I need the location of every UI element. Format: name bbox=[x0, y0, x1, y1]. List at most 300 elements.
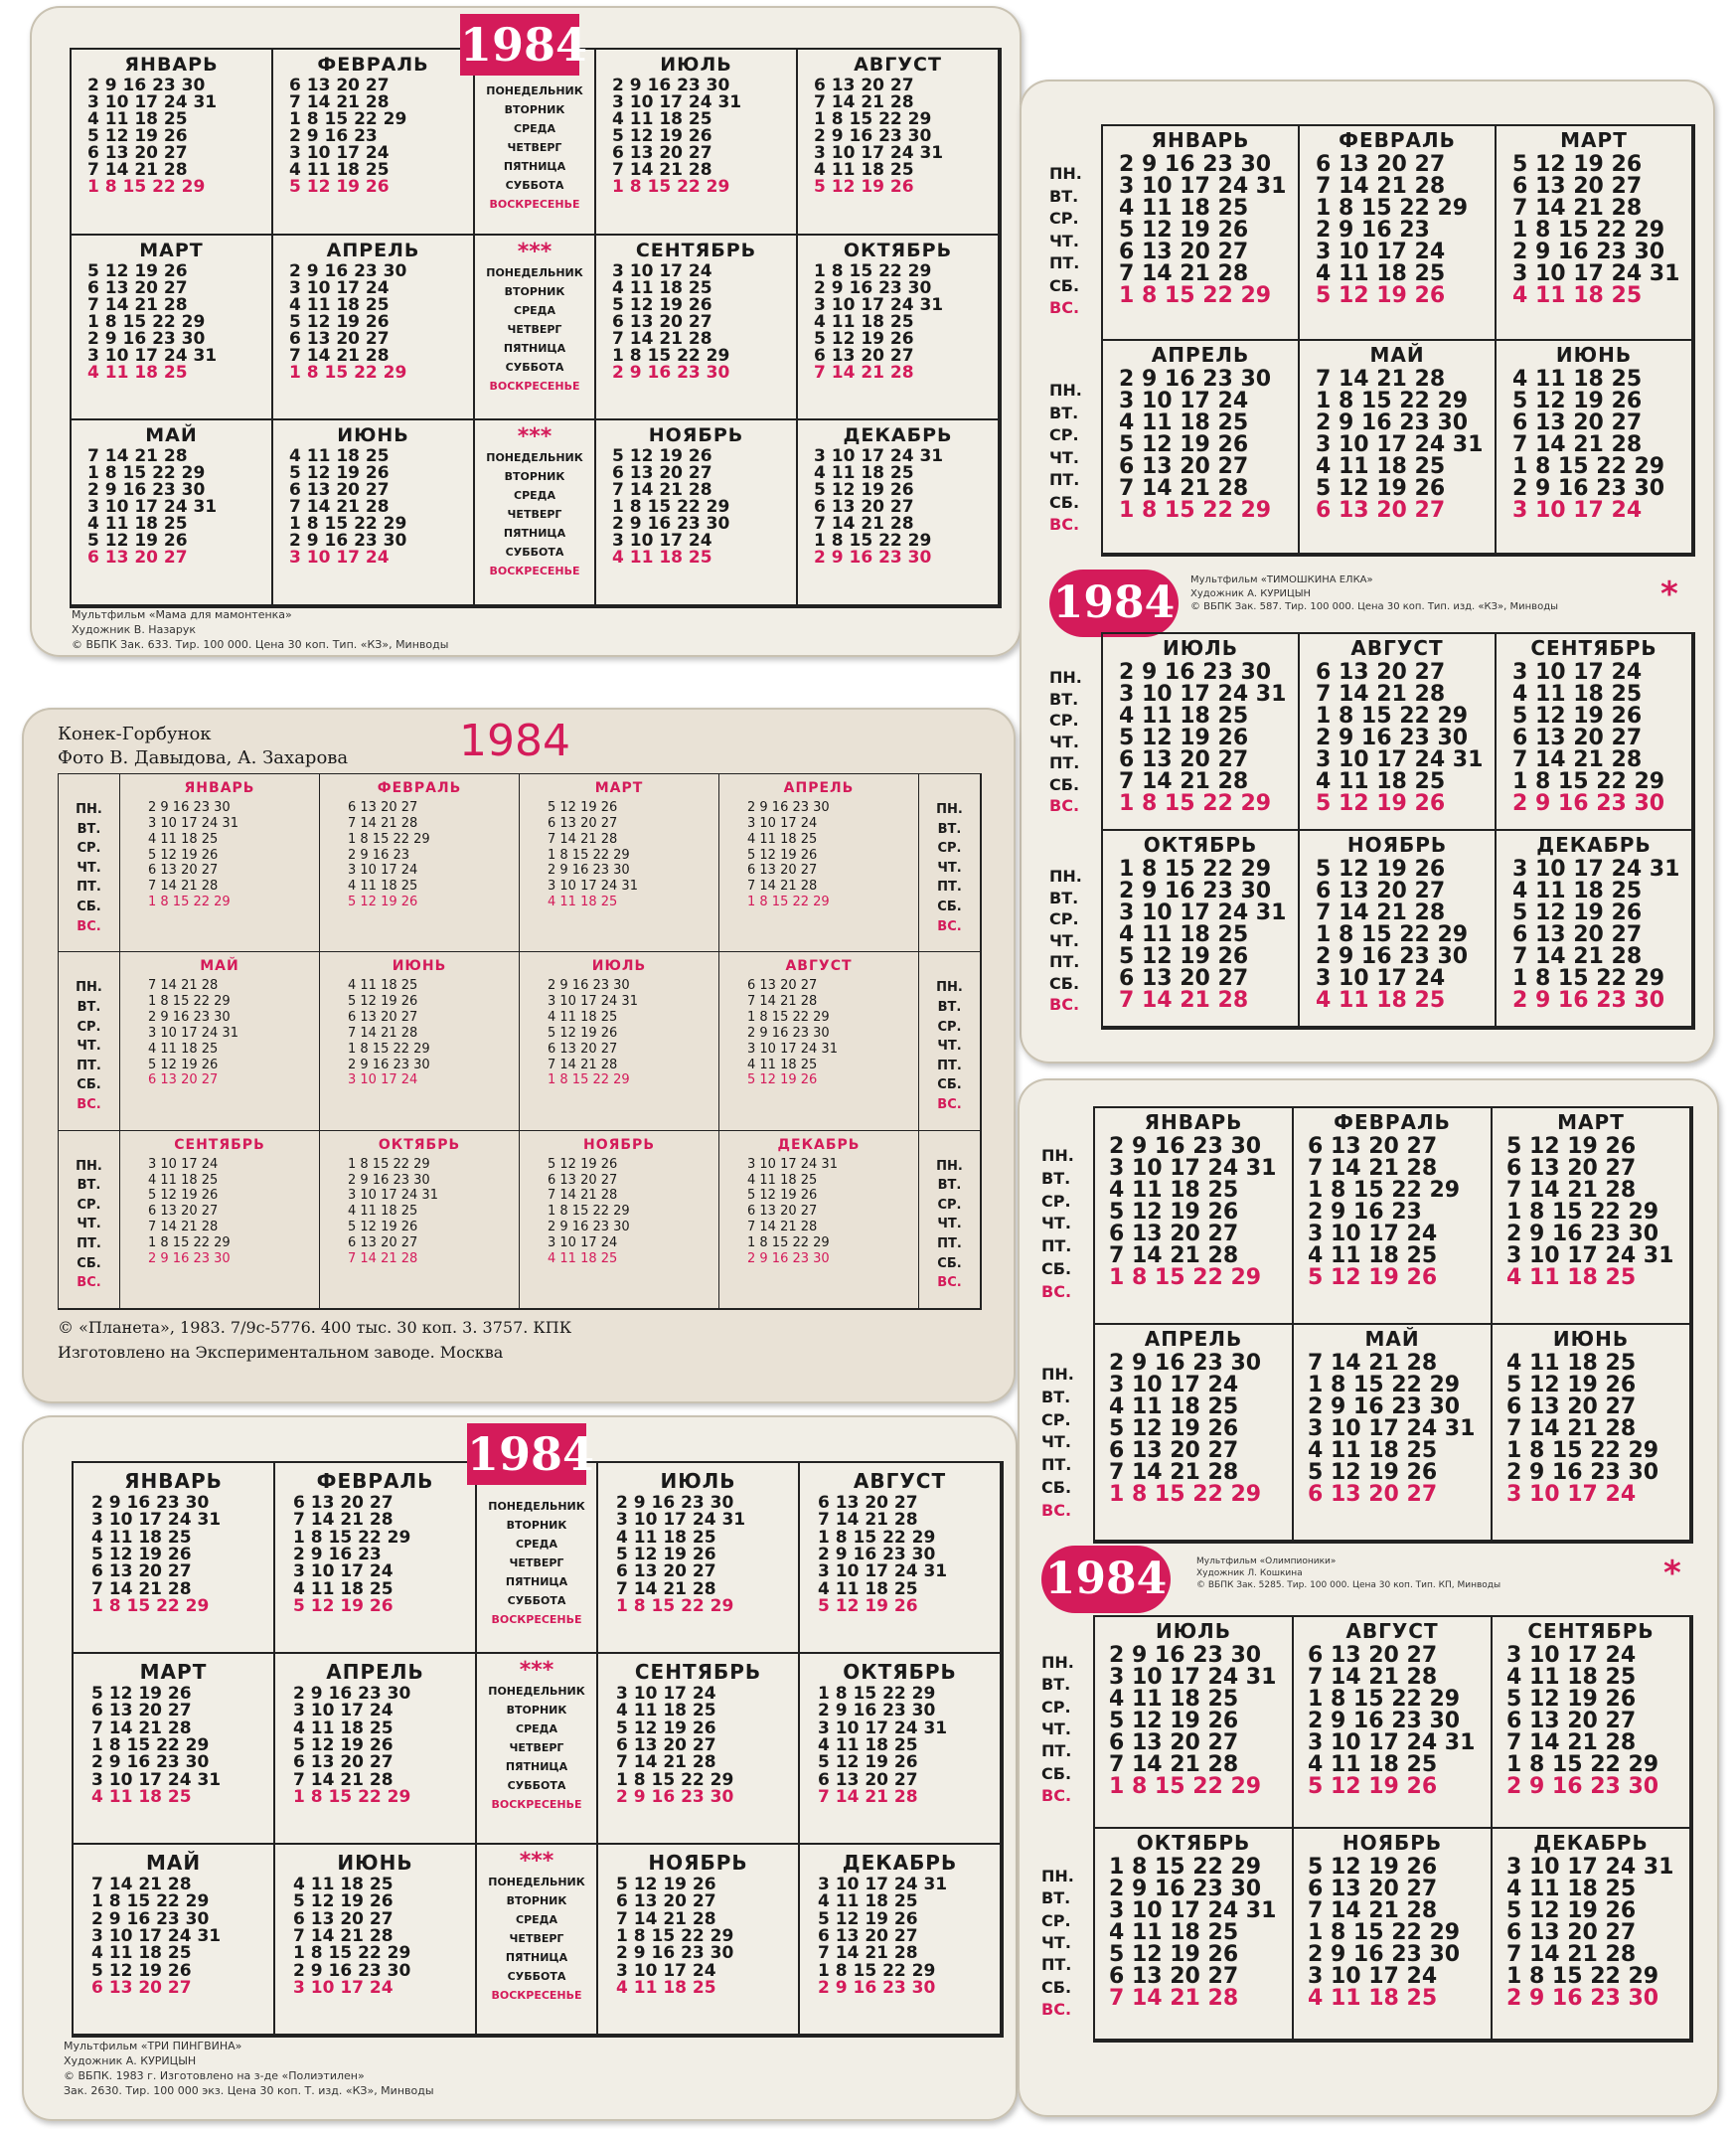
day-row: 4 11 18 25 bbox=[91, 1786, 192, 1807]
month-cell bbox=[120, 774, 320, 952]
day-row: 4 11 18 25 bbox=[1109, 1178, 1239, 1203]
day-row: 1 8 15 22 29 bbox=[1308, 1687, 1461, 1712]
weekday-label: ПТ. bbox=[77, 880, 101, 896]
month-name: НОЯБРЬ bbox=[582, 1136, 655, 1153]
weekday-label: ЧТ. bbox=[1041, 1214, 1071, 1233]
day-row: 1 8 15 22 29 bbox=[1109, 1855, 1262, 1880]
day-row: 7 14 21 28 bbox=[91, 1578, 192, 1599]
day-row: 2 9 16 23 30 bbox=[1109, 1877, 1262, 1901]
day-row: 1 8 15 22 29 bbox=[148, 1234, 231, 1250]
day-row: 4 11 18 25 bbox=[818, 1578, 918, 1599]
day-row: 3 10 17 24 31 bbox=[1308, 1730, 1476, 1755]
day-row: 1 8 15 22 29 bbox=[1506, 1200, 1659, 1225]
day-row: 3 10 17 24 bbox=[348, 863, 418, 879]
month-name: ФЕВРАЛЬ bbox=[316, 1469, 434, 1493]
day-row: 4 11 18 25 bbox=[87, 514, 188, 535]
month-cell bbox=[800, 1845, 1002, 2036]
weekday-label: ВТ. bbox=[77, 821, 101, 837]
month-cell bbox=[1300, 831, 1497, 1028]
day-row: 6 13 20 27 bbox=[1119, 453, 1249, 479]
day-row: 7 14 21 28 bbox=[1308, 1898, 1438, 1923]
day-row: 1 8 15 22 29 bbox=[818, 1527, 936, 1548]
month-name: МАЙ bbox=[1364, 1327, 1420, 1351]
day-row: 5 12 19 26 bbox=[1308, 1265, 1438, 1290]
day-row: 7 14 21 28 bbox=[1308, 1665, 1438, 1690]
day-row: 5 12 19 26 bbox=[289, 463, 390, 484]
day-row: 4 11 18 25 bbox=[747, 1172, 818, 1188]
weekday-label: ВС. bbox=[1041, 1500, 1072, 1520]
weekday-label: ВС. bbox=[1049, 298, 1080, 317]
day-row: 6 13 20 27 bbox=[348, 800, 418, 815]
day-row: 7 14 21 28 bbox=[1119, 988, 1249, 1013]
day-row: 7 14 21 28 bbox=[87, 160, 188, 180]
day-row: 3 10 17 24 31 bbox=[1109, 1156, 1277, 1181]
credit-line: © ВБПК Зак. 633. Тир. 100 000. Цена 30 коп. Тип. «КЗ», Минводы bbox=[72, 637, 449, 651]
calendar-grid-jan-jun bbox=[1049, 124, 1695, 557]
day-row: 6 13 20 27 bbox=[91, 1977, 192, 1998]
weekday-label: СРЕДА bbox=[514, 303, 555, 317]
day-row: 7 14 21 28 bbox=[548, 1188, 618, 1204]
calendar-grid bbox=[1093, 1615, 1693, 2043]
stars-ornament: *** bbox=[517, 239, 552, 264]
month-name: СЕНТЯБРЬ bbox=[1527, 1619, 1655, 1643]
day-row: 1 8 15 22 29 bbox=[1512, 769, 1665, 794]
month-name: АПРЕЛЬ bbox=[326, 239, 420, 261]
day-row: 1 8 15 22 29 bbox=[612, 345, 730, 366]
day-row: 6 13 20 27 bbox=[1512, 409, 1643, 435]
year-badge: 1984 bbox=[1049, 570, 1179, 637]
weekday-column bbox=[477, 1845, 598, 2036]
calendar-grid bbox=[58, 773, 982, 1310]
day-row: 7 14 21 28 bbox=[1316, 174, 1446, 199]
weekday-label: ПЯТНИЦА bbox=[505, 1760, 568, 1773]
weekday-label: ВОСКРЕСЕНЬЕ bbox=[491, 1989, 582, 2002]
month-days bbox=[120, 1157, 319, 1267]
month-cell bbox=[1294, 1829, 1493, 2041]
month-cell bbox=[72, 50, 273, 236]
weekday-label: ВТ. bbox=[937, 821, 962, 837]
day-row: 1 8 15 22 29 bbox=[814, 260, 932, 281]
day-row: 2 9 16 23 30 bbox=[348, 1057, 430, 1072]
month-name: ИЮНЬ bbox=[1555, 342, 1633, 367]
weekday-column bbox=[59, 1131, 120, 1309]
day-row: 2 9 16 23 30 bbox=[1308, 1709, 1461, 1733]
day-row: 3 10 17 24 31 bbox=[818, 1718, 948, 1738]
month-cell bbox=[596, 50, 798, 236]
weekday-label: ПТ. bbox=[1041, 1236, 1072, 1256]
weekday-label: СУББОТА bbox=[505, 360, 564, 374]
card-footer bbox=[58, 1316, 571, 1366]
month-cell bbox=[74, 1463, 275, 1654]
month-name: ИЮЛЬ bbox=[591, 958, 647, 975]
weekday-label: СР. bbox=[1049, 425, 1079, 444]
day-row: 4 11 18 25 bbox=[1316, 453, 1446, 479]
card-credits bbox=[64, 2040, 434, 2098]
day-row: 4 11 18 25 bbox=[818, 1734, 918, 1755]
weekday-label: ЧЕТВЕРГ bbox=[509, 1932, 564, 1945]
weekday-column bbox=[477, 1654, 598, 1845]
day-row: 2 9 16 23 bbox=[1308, 1200, 1422, 1225]
weekday-label: СР. bbox=[937, 841, 962, 857]
day-row: 1 8 15 22 29 bbox=[548, 1072, 630, 1088]
day-row: 5 12 19 26 bbox=[348, 994, 418, 1010]
day-row: 6 13 20 27 bbox=[1308, 1877, 1438, 1901]
month-name: АПРЕЛЬ bbox=[326, 1660, 424, 1684]
day-row: 7 14 21 28 bbox=[87, 446, 188, 467]
month-cell bbox=[273, 50, 475, 236]
month-name: МАЙ bbox=[200, 958, 239, 975]
day-row: 5 12 19 26 bbox=[91, 1960, 192, 1981]
day-row: 7 14 21 28 bbox=[548, 831, 618, 847]
day-row: 3 10 17 24 31 bbox=[148, 1025, 238, 1041]
day-row: 1 8 15 22 29 bbox=[1308, 1373, 1461, 1397]
weekday-label: ПОНЕДЕЛЬНИК bbox=[488, 1685, 585, 1698]
day-row: 6 13 20 27 bbox=[1506, 1156, 1637, 1181]
day-row: 1 8 15 22 29 bbox=[289, 362, 407, 383]
month-name: СЕНТЯБРЬ bbox=[635, 239, 757, 261]
month-name: ИЮНЬ bbox=[337, 424, 409, 447]
calendar-grid bbox=[58, 773, 982, 1310]
footer-line: © «Планета», 1983. 7/9с-5776. 400 тыс. 30 коп. 3. 3757. КПК bbox=[58, 1318, 572, 1337]
day-row: 3 10 17 24 31 bbox=[612, 92, 742, 112]
day-row: 6 13 20 27 bbox=[148, 1204, 219, 1220]
weekday-label: ВТ. bbox=[1041, 1675, 1071, 1695]
day-row: 4 11 18 25 bbox=[348, 879, 418, 895]
calendar-grid bbox=[1093, 1106, 1693, 1544]
day-row: 3 10 17 24 bbox=[612, 531, 712, 552]
day-row: 7 14 21 28 bbox=[1506, 1942, 1637, 1967]
day-row: 4 11 18 25 bbox=[612, 277, 712, 298]
day-row: 1 8 15 22 29 bbox=[1506, 1964, 1659, 1989]
day-row: 2 9 16 23 30 bbox=[1506, 1460, 1659, 1485]
day-row: 3 10 17 24 31 bbox=[1316, 747, 1484, 772]
day-row: 6 13 20 27 bbox=[87, 277, 188, 298]
weekday-label: ЧТ. bbox=[1049, 930, 1079, 950]
day-row: 1 8 15 22 29 bbox=[1512, 966, 1665, 991]
month-cell bbox=[1294, 1108, 1493, 1325]
month-days bbox=[800, 1686, 1000, 1806]
day-row: 6 13 20 27 bbox=[1308, 1482, 1438, 1507]
calendar-grid-jan-jun bbox=[1041, 1106, 1693, 1544]
day-row: 3 10 17 24 bbox=[1316, 966, 1446, 991]
day-row: 3 10 17 24 31 bbox=[814, 294, 944, 315]
day-row: 1 8 15 22 29 bbox=[91, 1595, 210, 1616]
day-row: 1 8 15 22 29 bbox=[1308, 1178, 1461, 1203]
day-row: 2 9 16 23 30 bbox=[289, 260, 407, 281]
day-row: 5 12 19 26 bbox=[1506, 1898, 1637, 1923]
month-cell bbox=[1300, 341, 1497, 556]
day-row: 7 14 21 28 bbox=[612, 160, 712, 180]
day-row: 1 8 15 22 29 bbox=[289, 514, 407, 535]
day-row: 3 10 17 24 bbox=[289, 143, 390, 163]
month-days bbox=[1300, 662, 1495, 815]
day-row: 3 10 17 24 31 bbox=[1109, 1898, 1277, 1923]
day-row: 2 9 16 23 30 bbox=[1316, 944, 1469, 969]
weekday-label: ПЯТНИЦА bbox=[503, 160, 566, 173]
day-row: 7 14 21 28 bbox=[1109, 1243, 1239, 1268]
day-row: 2 9 16 23 30 bbox=[148, 1010, 231, 1026]
month-name: ФЕВРАЛЬ bbox=[1339, 128, 1456, 152]
day-row: 3 10 17 24 31 bbox=[747, 1156, 838, 1172]
weekday-label: ПН. bbox=[936, 1158, 963, 1174]
day-row: 7 14 21 28 bbox=[612, 480, 712, 501]
day-row: 7 14 21 28 bbox=[747, 1220, 818, 1235]
day-row: 3 10 17 24 bbox=[1512, 497, 1643, 523]
day-row: 7 14 21 28 bbox=[148, 879, 219, 895]
day-row: 1 8 15 22 29 bbox=[289, 109, 407, 129]
calendar-grid-jul-dec bbox=[1049, 632, 1695, 1030]
day-row: 2 9 16 23 bbox=[293, 1544, 382, 1564]
day-row: 5 12 19 26 bbox=[91, 1684, 192, 1704]
day-row: 7 14 21 28 bbox=[1119, 769, 1249, 794]
month-days bbox=[72, 260, 271, 383]
day-row: 1 8 15 22 29 bbox=[1119, 857, 1272, 882]
day-row: 4 11 18 25 bbox=[293, 1875, 394, 1894]
month-name: ИЮНЬ bbox=[1552, 1327, 1630, 1351]
month-days bbox=[1493, 1645, 1689, 1798]
month-name: ЯНВАРЬ bbox=[124, 1469, 223, 1493]
weekday-label: ПТ. bbox=[1049, 753, 1080, 772]
calendar-grid bbox=[70, 48, 1002, 608]
day-row: 2 9 16 23 30 bbox=[91, 1493, 210, 1513]
day-row: 6 13 20 27 bbox=[1512, 922, 1643, 947]
month-name: АВГУСТ bbox=[1345, 1619, 1439, 1643]
day-row: 7 14 21 28 bbox=[814, 362, 914, 383]
month-days bbox=[74, 1495, 273, 1615]
day-row: 4 11 18 25 bbox=[548, 1250, 618, 1266]
day-row: 3 10 17 24 31 bbox=[1119, 682, 1287, 707]
day-row: 4 11 18 25 bbox=[1109, 1687, 1239, 1712]
day-row: 4 11 18 25 bbox=[1316, 988, 1446, 1013]
day-row: 3 10 17 24 bbox=[1316, 240, 1446, 264]
weekday-label: ВС. bbox=[1041, 1999, 1072, 2019]
month-days bbox=[1095, 1645, 1292, 1798]
day-row: 6 13 20 27 bbox=[1316, 879, 1446, 903]
month-days bbox=[1493, 1353, 1689, 1506]
month-days bbox=[798, 260, 998, 383]
day-row: 2 9 16 23 30 bbox=[1512, 791, 1665, 816]
month-days bbox=[320, 1157, 519, 1267]
weekday-column bbox=[919, 774, 981, 952]
day-row: 4 11 18 25 bbox=[91, 1943, 192, 1964]
weekday-label: ВОСКРЕСЕНЬЕ bbox=[489, 379, 580, 393]
month-name: ОКТЯБРЬ bbox=[378, 1136, 461, 1153]
day-row: 2 9 16 23 30 bbox=[1308, 1394, 1461, 1419]
day-row: 5 12 19 26 bbox=[1512, 388, 1643, 413]
weekday-label: ЧТ. bbox=[1041, 1932, 1071, 1952]
month-days bbox=[1095, 1857, 1292, 2010]
weekday-label: ВС. bbox=[1049, 995, 1080, 1014]
calendar-grid-jul-dec bbox=[1041, 1615, 1693, 2043]
day-row: 2 9 16 23 30 bbox=[818, 1701, 936, 1721]
weekday-label: ПТ. bbox=[1041, 1455, 1072, 1475]
credit-line: © ВБПК Зак. 587. Тир. 100 000. Цена 30 коп. Тип. изд. «КЗ», Минводы bbox=[1190, 601, 1558, 612]
weekday-label: ПТ. bbox=[77, 1236, 101, 1252]
day-row: 4 11 18 25 bbox=[1308, 1752, 1438, 1777]
day-row: 3 10 17 24 31 bbox=[1506, 1243, 1674, 1268]
day-row: 6 13 20 27 bbox=[289, 76, 390, 95]
weekday-label: ВС. bbox=[1041, 1281, 1072, 1301]
day-row: 4 11 18 25 bbox=[1308, 1243, 1438, 1268]
day-row: 1 8 15 22 29 bbox=[87, 177, 206, 197]
month-days bbox=[800, 1877, 1000, 1997]
day-row: 1 8 15 22 29 bbox=[616, 1769, 734, 1790]
weekday-label: СБ. bbox=[937, 1077, 962, 1093]
month-cell bbox=[74, 1845, 275, 2036]
month-name: АВГУСТ bbox=[853, 1469, 947, 1493]
month-days bbox=[1103, 366, 1298, 523]
day-row: 2 9 16 23 30 bbox=[87, 480, 206, 501]
day-row: 1 8 15 22 29 bbox=[293, 1527, 411, 1548]
day-row: 7 14 21 28 bbox=[348, 1025, 418, 1041]
year-badge: 1984 bbox=[460, 14, 579, 76]
day-row: 5 12 19 26 bbox=[1506, 1373, 1637, 1397]
weekday-label: ПОНЕДЕЛЬНИК bbox=[488, 1876, 585, 1888]
weekday-label: ПН. bbox=[76, 802, 102, 817]
day-row: 1 8 15 22 29 bbox=[348, 831, 430, 847]
day-row: 6 13 20 27 bbox=[548, 1041, 618, 1057]
month-cell bbox=[320, 952, 520, 1130]
weekday-label: ВОСКРЕСЕНЬЕ bbox=[491, 1613, 582, 1626]
weekday-label: СР. bbox=[937, 1197, 962, 1213]
weekday-label: ПТ. bbox=[1041, 1955, 1072, 1975]
day-row: 4 11 18 25 bbox=[289, 446, 390, 467]
weekday-label: СР. bbox=[1041, 1409, 1071, 1429]
day-row: 1 8 15 22 29 bbox=[1316, 196, 1469, 221]
day-row: 4 11 18 25 bbox=[747, 831, 818, 847]
weekday-label: СУББОТА bbox=[505, 546, 564, 560]
month-name: МАРТ bbox=[1560, 128, 1628, 152]
day-row: 6 13 20 27 bbox=[1109, 1222, 1239, 1246]
day-row: 7 14 21 28 bbox=[87, 294, 188, 315]
weekday-label: ПН. bbox=[936, 802, 963, 817]
day-row: 4 11 18 25 bbox=[87, 109, 188, 129]
year-badge: 1984 bbox=[1041, 1546, 1171, 1613]
day-row: 4 11 18 25 bbox=[293, 1718, 394, 1738]
weekday-label: СБ. bbox=[1041, 1259, 1072, 1278]
day-row: 4 11 18 25 bbox=[289, 160, 390, 180]
day-row: 7 14 21 28 bbox=[1119, 475, 1249, 501]
day-row: 4 11 18 25 bbox=[1308, 1438, 1438, 1463]
month-name: ИЮЛЬ bbox=[1155, 1619, 1232, 1643]
weekday-label: СР. bbox=[1049, 909, 1079, 928]
day-row: 4 11 18 25 bbox=[1512, 682, 1643, 707]
asterisk-ornament: * bbox=[1660, 574, 1678, 614]
month-name: ИЮНЬ bbox=[392, 958, 447, 975]
weekday-label: ПЯТНИЦА bbox=[503, 341, 566, 355]
weekday-label: СР. bbox=[77, 841, 101, 857]
month-days bbox=[1294, 1857, 1491, 2010]
month-days bbox=[275, 1686, 475, 1806]
month-cell bbox=[1103, 634, 1300, 831]
calendar-grid bbox=[1101, 124, 1695, 557]
weekday-label: ЧТ. bbox=[77, 1217, 101, 1232]
weekday-label: ВТОРНИК bbox=[506, 1519, 567, 1532]
day-row: 5 12 19 26 bbox=[818, 1752, 918, 1773]
day-row: 1 8 15 22 29 bbox=[1119, 497, 1272, 523]
day-row: 5 12 19 26 bbox=[87, 126, 188, 146]
day-row: 3 10 17 24 bbox=[293, 1561, 394, 1582]
month-cell bbox=[1095, 1108, 1294, 1325]
day-row: 5 12 19 26 bbox=[612, 294, 712, 315]
weekday-label: СР. bbox=[1041, 1910, 1071, 1930]
day-row: 2 9 16 23 30 bbox=[612, 76, 730, 95]
day-row: 1 8 15 22 29 bbox=[814, 531, 932, 552]
month-name: МАРТ bbox=[1557, 1110, 1625, 1134]
month-cell bbox=[1300, 634, 1497, 831]
weekday-label: ЧТ. bbox=[1049, 447, 1079, 467]
month-days bbox=[1497, 859, 1691, 1012]
day-row: 4 11 18 25 bbox=[1308, 1986, 1438, 2011]
month-days bbox=[72, 448, 271, 567]
day-row: 2 9 16 23 30 bbox=[1512, 475, 1665, 501]
day-row: 4 11 18 25 bbox=[1109, 1920, 1239, 1945]
month-cell bbox=[798, 236, 1000, 421]
month-name: ОКТЯБРЬ bbox=[843, 239, 953, 261]
day-row: 7 14 21 28 bbox=[348, 815, 418, 831]
weekday-label: ПТ. bbox=[937, 1058, 962, 1073]
month-name: ОКТЯБРЬ bbox=[1143, 833, 1258, 857]
day-row: 6 13 20 27 bbox=[87, 548, 188, 569]
day-row: 2 9 16 23 30 bbox=[747, 800, 830, 815]
day-row: 5 12 19 26 bbox=[348, 1220, 418, 1235]
day-row: 4 11 18 25 bbox=[1316, 261, 1446, 286]
month-cell bbox=[596, 420, 798, 606]
day-row: 7 14 21 28 bbox=[1316, 366, 1446, 392]
stars-ornament: *** bbox=[519, 1658, 554, 1683]
month-name: ИЮЛЬ bbox=[660, 1469, 736, 1493]
day-row: 5 12 19 26 bbox=[1512, 152, 1643, 177]
weekday-label: СР. bbox=[1049, 711, 1079, 730]
day-row: 1 8 15 22 29 bbox=[616, 1925, 734, 1946]
day-row: 5 12 19 26 bbox=[814, 177, 914, 197]
day-row: 1 8 15 22 29 bbox=[148, 895, 231, 910]
day-row: 3 10 17 24 bbox=[1308, 1222, 1438, 1246]
weekday-label: ВТ. bbox=[937, 999, 962, 1015]
day-row: 5 12 19 26 bbox=[1316, 475, 1446, 501]
month-cell bbox=[275, 1463, 477, 1654]
weekday-label: СР. bbox=[937, 1019, 962, 1035]
weekday-label: ПН. bbox=[76, 1158, 102, 1174]
day-row: 1 8 15 22 29 bbox=[1109, 1265, 1262, 1290]
weekday-label: ВТОРНИК bbox=[506, 1894, 567, 1907]
month-cell bbox=[1095, 1325, 1294, 1542]
calendar-card-mammoth bbox=[30, 6, 1022, 657]
day-row: 7 14 21 28 bbox=[1109, 1460, 1239, 1485]
weekday-label: ПТ. bbox=[1049, 952, 1080, 971]
day-row: 1 8 15 22 29 bbox=[348, 1156, 430, 1172]
month-name: ФЕВРАЛЬ bbox=[1334, 1110, 1451, 1134]
weekday-label: СРЕДА bbox=[514, 122, 555, 135]
weekday-label: ЧТ. bbox=[937, 1039, 962, 1055]
day-row: 2 9 16 23 30 bbox=[1316, 726, 1469, 750]
day-row: 2 9 16 23 30 bbox=[1119, 879, 1272, 903]
day-row: 7 14 21 28 bbox=[293, 1510, 394, 1531]
day-row: 7 14 21 28 bbox=[293, 1925, 394, 1946]
month-days bbox=[320, 978, 519, 1088]
day-row: 5 12 19 26 bbox=[548, 1156, 618, 1172]
day-row: 5 12 19 26 bbox=[289, 177, 390, 197]
credit-line: Мультфильм «Мама для мамонтенка» bbox=[72, 608, 292, 621]
day-row: 5 12 19 26 bbox=[91, 1544, 192, 1564]
day-row: 5 12 19 26 bbox=[87, 260, 188, 281]
day-row: 4 11 18 25 bbox=[148, 831, 219, 847]
asterisk-ornament: * bbox=[1663, 1554, 1681, 1593]
day-row: 6 13 20 27 bbox=[616, 1561, 716, 1582]
day-row: 2 9 16 23 30 bbox=[616, 1943, 734, 1964]
day-row: 7 14 21 28 bbox=[1512, 196, 1643, 221]
weekday-label: ПН. bbox=[1049, 164, 1082, 183]
